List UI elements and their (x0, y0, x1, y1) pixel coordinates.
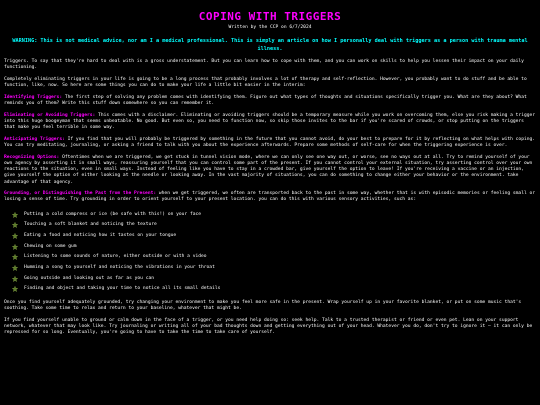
section-eliminating (4, 113, 536, 132)
list-item-text: Putting a cold compress or ice (be safe with this!) on your face (24, 211, 202, 217)
list-item (12, 220, 536, 231)
list-item (12, 241, 536, 252)
section-grounding (4, 191, 536, 203)
list-item-text: Going outside and looking out as far as you can (24, 275, 154, 281)
list-item (12, 209, 536, 220)
star-bullet-icon (12, 286, 18, 292)
byline: Written by the CCP on 6/7/2024 (228, 25, 312, 30)
list-item (12, 252, 536, 263)
outro-paragraph-2: If you find yourself unable to ground or calm down in the face of a trigger, or you need help doing so: seek help. Talk to a trusted therapist or friend or even pet. Lean on your support network, whatever that may look like. Try journaling or writing all of your bad thoughts down and getting everything out of your head. Whatever you do, don't try to ignore it – it can only be repressed for so long. Eventually, you're going to have to take the time to take care of yourself. (4, 317, 533, 335)
section-heading: Eliminating or Avoiding Triggers: (4, 112, 96, 118)
section-heading: Identifying Triggers: (4, 94, 63, 100)
section-text: If you find that you will probably be triggered by something in the future that you cannot avoid, do your best to prepare for it by reflecting on what helps with coping. You can try meditating, journaling, or asking a friend to talk with you about the experience afterwards. Prepare some methods of self-care for when the triggering experience is over. (4, 136, 536, 149)
intro-paragraph-1: Triggers. To say that they're hard to deal with is a gross understatement. But you can learn how to cope with them, and you can work on skills to help you lessen their impact on your daily functioning. (4, 59, 524, 71)
star-bullet-icon (12, 233, 18, 239)
section-heading: Recognizing Options: (4, 154, 60, 160)
star-bullet-icon (12, 212, 18, 218)
list-item-text: Humming a song to yourself and noticing the vibrations in your throat (24, 264, 215, 270)
list-item (12, 273, 536, 284)
warning-banner: WARNING: This is not medical advice, nor am I a medical professional. This is simply an article on how I personally deal with triggers as a person with trauma mental illness. (12, 38, 528, 52)
section-text: Oftentimes when we are triggered, we get stuck in tunnel vision mode, where we can only see one way out, or worse, see no ways out at all. Try to remind yourself of your own agency by asserting it in small ways, reassuring yourself that you can control some part of the present. If you cannot control your external situation, try asserting control over your own reactions to the situation, even in small ways. Instead of feeling like you have to stay in a crowded bar, give yourself the option to leave! If you're receiving a vaccine or an injection, give yourself the option of either looking at the needle or looking away. In the vast majority of situations, you can do something to change either your behavior or the environment. take advantage of that agency. (4, 154, 533, 185)
outro-paragraph-1: Once you find yourself adequately grounded, try changing your environment to make you feel more safe in the present. Wrap yourself up in your favorite blanket, or put on some music that's soothing. Take some time to relax and return to your baseline, whatever that might be. (4, 299, 522, 311)
section-anticipating (4, 137, 536, 149)
list-item (12, 231, 536, 242)
grounding-activities-list (12, 209, 536, 295)
list-item-text: Chewing on some gum (24, 243, 77, 249)
section-recognizing (4, 155, 536, 186)
list-item-text: Finding and object and taking your time to notice all its small details (24, 286, 221, 292)
list-item-text: Touching a soft blanket and noticing the texture (24, 222, 157, 228)
star-bullet-icon (12, 265, 18, 271)
star-bullet-icon (12, 244, 18, 250)
list-item-text: Listening to some sounds of nature, either outside or with a video (24, 254, 207, 260)
section-text: when we get triggered, we often are transported back to the past in some way, whether that is with episodic memories or feeling small or losing a sense of time. Try grounding in order to orient yourself to your present location. you can do this with various sensory activities, such as: (4, 191, 536, 203)
star-bullet-icon (12, 276, 18, 282)
intro-paragraph-2: Completely eliminating triggers in your life is going to be a long process that probably involves a lot of therapy and self-reflection. However, you probably want to do stuff and be able to function, like, now. So here are some things you can do to make your life a little bit easier in the interim: (4, 76, 527, 89)
section-identifying (4, 95, 536, 107)
list-item (12, 284, 536, 295)
section-heading: Grounding, or Distinguishing the Past from the Present: (4, 191, 157, 197)
section-text: The first step of solving any problem comes with identifying them. Figure out what types of thoughts and situations specifically trigger you. What are they about? What reminds you of them? Write this stuff down somewhere so you can remember it. (4, 94, 527, 107)
list-item (12, 263, 536, 274)
section-heading: Anticipating Triggers: (4, 136, 65, 142)
section-text: This comes with a disclaimer. Eliminating or avoiding triggers should be a temporary measure while you work on overcoming them, else you risk making a trigger into this huge boogeyman that seems unbeatable. No good. But even so, you need to function now, so skip those invites to the bar if you're scared of crowds, or stop putting on the triggers that make you feel terrible in some way. (4, 112, 536, 131)
page-title: COPING WITH TRIGGERS (198, 10, 342, 23)
list-item-text: Eating a food and noticing how it tastes on your tongue (24, 232, 177, 238)
star-bullet-icon (12, 254, 18, 260)
star-bullet-icon (12, 222, 18, 228)
